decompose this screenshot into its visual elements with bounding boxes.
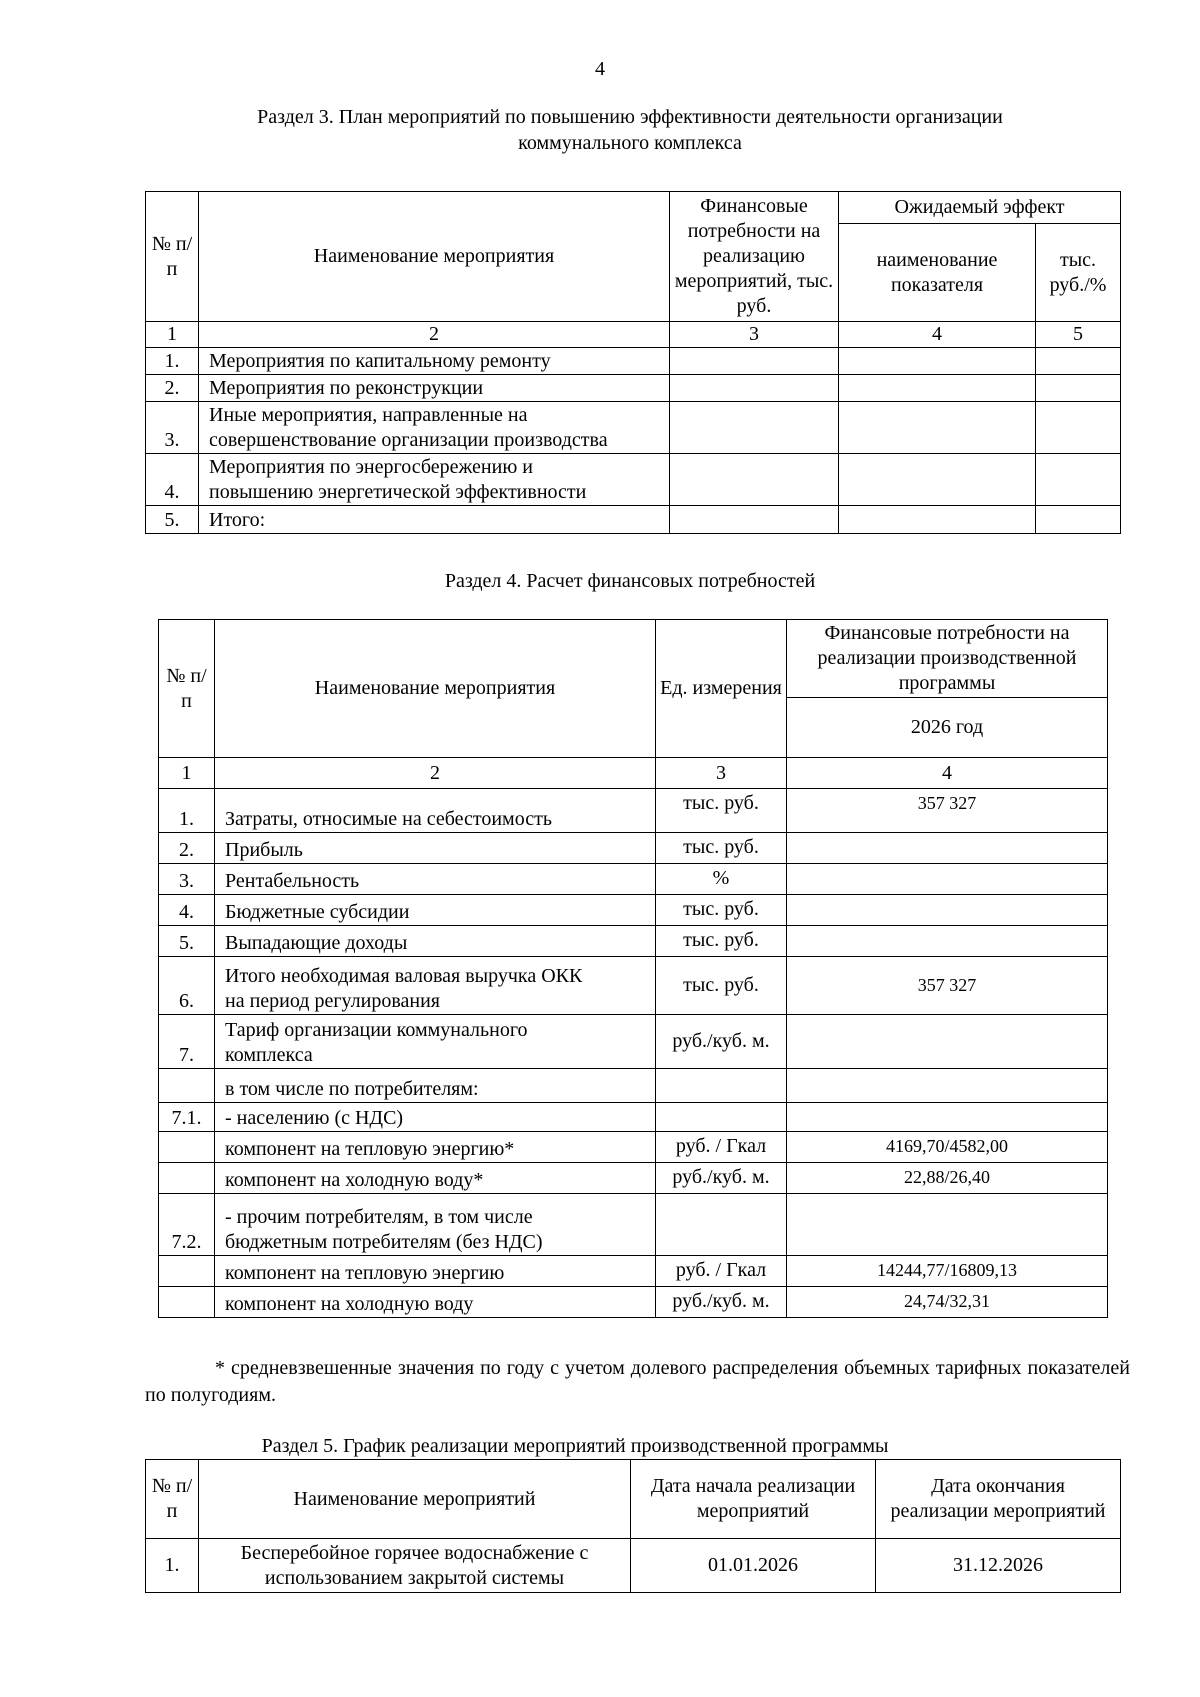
row-num: 4. <box>159 895 215 926</box>
footnote: * средневзвешенные значения по году с учетом долевого распределения объемных тарифных показателей по полугодиям. <box>145 1357 1130 1406</box>
row-num: 1. <box>146 1539 199 1593</box>
empty-cell <box>1036 506 1121 534</box>
row-name: Рентабельность <box>215 864 656 895</box>
row-name-line1: Итого необходимая валовая выручка ОКК <box>225 965 583 987</box>
empty-cell <box>1036 454 1121 506</box>
section3-title <box>140 104 1120 156</box>
row-name: Мероприятия по реконструкции <box>199 375 670 402</box>
s5-header-num: № п/п <box>146 1460 199 1539</box>
s3-colnum: 4 <box>839 322 1036 348</box>
row-name-line1: Иные мероприятия, направленные на <box>209 404 528 426</box>
empty-cell <box>839 454 1036 506</box>
row-value: 357 327 <box>787 789 1108 833</box>
row-value <box>787 1103 1108 1132</box>
row-num <box>159 1256 215 1287</box>
row-value: 22,88/26,40 <box>787 1163 1108 1194</box>
row-unit: тыс. руб. <box>656 926 787 957</box>
section3-table <box>145 191 1121 534</box>
section5-title: Раздел 5. График реализации мероприятий производственной программы <box>261 1435 889 1457</box>
table-row <box>159 789 1108 833</box>
section4-title: Раздел 4. Расчет финансовых потребностей <box>444 570 816 592</box>
table-row <box>146 348 1121 375</box>
table-row <box>146 454 1121 506</box>
row-unit <box>656 1194 787 1256</box>
row-unit: тыс. руб. <box>656 789 787 833</box>
s5-header-end: Дата окончания реализации мероприятий <box>876 1460 1121 1539</box>
s5-header-name: Наименование мероприятий <box>199 1460 631 1539</box>
table-row <box>159 1194 1108 1256</box>
table-row <box>159 1287 1108 1318</box>
row-unit: тыс. руб. <box>656 957 787 1015</box>
row-name-line2: на период регулирования <box>225 990 441 1012</box>
row-value: 14244,77/16809,13 <box>787 1256 1108 1287</box>
s3-header-finance: Финансовые потребности на реализацию мероприятий, тыс. руб. <box>670 192 839 322</box>
section3-title-line2: коммунального комплекса <box>518 132 742 154</box>
row-name-line2: совершенствование организации производства <box>209 429 608 451</box>
row-num: 1. <box>146 348 199 375</box>
row-value <box>787 926 1108 957</box>
row-name: компонент на тепловую энергию* <box>215 1132 656 1163</box>
s4-col-numbers <box>159 758 1108 789</box>
s4-colnum: 4 <box>787 758 1108 789</box>
s3-header-indicator: наименование показателя <box>839 224 1036 322</box>
row-name: компонент на тепловую энергию <box>215 1256 656 1287</box>
table-row <box>159 1163 1108 1194</box>
empty-cell <box>1036 402 1121 454</box>
table-row <box>159 1132 1108 1163</box>
s3-colnum: 3 <box>670 322 839 348</box>
s4-header-finance: Финансовые потребности на реализации производственной программы <box>787 620 1108 698</box>
empty-cell <box>839 348 1036 375</box>
s4-header-year: 2026 год <box>787 698 1108 758</box>
s3-colnum: 1 <box>146 322 199 348</box>
row-num: 4. <box>146 454 199 506</box>
row-name: Мероприятия по капитальному ремонту <box>199 348 670 375</box>
empty-cell <box>670 375 839 402</box>
row-num <box>159 1132 215 1163</box>
row-num: 1. <box>159 789 215 833</box>
row-value <box>787 895 1108 926</box>
s3-colnum: 5 <box>1036 322 1121 348</box>
row-num <box>159 1287 215 1318</box>
table-row <box>146 1539 1121 1593</box>
row-name: в том числе по потребителям: <box>215 1069 656 1103</box>
s4-header-unit: Ед. измерения <box>656 620 787 758</box>
row-num <box>159 1163 215 1194</box>
row-unit <box>656 1103 787 1132</box>
table-row <box>159 957 1108 1015</box>
table-row <box>159 926 1108 957</box>
row-unit: тыс. руб. <box>656 833 787 864</box>
table-row <box>159 1256 1108 1287</box>
s3-header-name: Наименование мероприятия <box>199 192 670 322</box>
row-name: - населению (с НДС) <box>215 1103 656 1132</box>
table-row <box>159 1103 1108 1132</box>
empty-cell <box>1036 348 1121 375</box>
row-name-line2: использованием закрытой системы <box>264 1566 565 1589</box>
s4-colnum: 3 <box>656 758 787 789</box>
empty-cell <box>839 402 1036 454</box>
row-num: 7.2. <box>159 1194 215 1256</box>
s3-header-effect: Ожидаемый эффект <box>839 192 1121 224</box>
row-unit: руб./куб. м. <box>656 1287 787 1318</box>
row-value: 357 327 <box>787 957 1108 1015</box>
s3-colnum: 2 <box>199 322 670 348</box>
empty-cell <box>839 375 1036 402</box>
s4-header-name: Наименование мероприятия <box>215 620 656 758</box>
s3-col-numbers <box>146 322 1121 348</box>
row-name <box>215 1194 656 1256</box>
s5-header-start: Дата начала реализации мероприятий <box>631 1460 876 1539</box>
row-num: 2. <box>159 833 215 864</box>
empty-cell <box>1036 375 1121 402</box>
row-unit: руб./куб. м. <box>656 1163 787 1194</box>
row-value <box>787 1015 1108 1069</box>
row-unit: тыс. руб. <box>656 895 787 926</box>
s3-header-unit: тыс. руб./% <box>1036 224 1121 322</box>
row-value <box>787 864 1108 895</box>
row-value <box>787 1194 1108 1256</box>
row-name <box>199 402 670 454</box>
row-name: Бюджетные субсидии <box>215 895 656 926</box>
table-row <box>146 506 1121 534</box>
row-name-line1: Мероприятия по энергосбережению и <box>209 456 533 478</box>
row-value <box>787 1069 1108 1103</box>
row-name-line1: - прочим потребителям, в том числе <box>225 1206 533 1228</box>
section5-table <box>145 1459 1121 1593</box>
s3-header-num: № п/п <box>146 192 199 322</box>
empty-cell <box>670 454 839 506</box>
row-name: Затраты, относимые на себестоимость <box>215 789 656 833</box>
row-name <box>215 957 656 1015</box>
row-name <box>199 454 670 506</box>
row-name <box>215 1015 656 1069</box>
row-name-line1: Тариф организации коммунального <box>225 1019 528 1041</box>
row-name-line2: комплекса <box>225 1044 313 1066</box>
row-unit: руб. / Гкал <box>656 1132 787 1163</box>
row-name-line1: Бесперебойное горячее водоснабжение с <box>240 1541 589 1564</box>
table-row <box>159 895 1108 926</box>
table-row <box>146 402 1121 454</box>
row-name-line2: повышению энергетической эффективности <box>209 481 587 503</box>
row-name: Прибыль <box>215 833 656 864</box>
table-row <box>159 864 1108 895</box>
s4-header-num: № п/п <box>159 620 215 758</box>
s4-colnum: 1 <box>159 758 215 789</box>
row-num: 2. <box>146 375 199 402</box>
row-num: 5. <box>159 926 215 957</box>
row-unit: % <box>656 864 787 895</box>
row-end-date: 31.12.2026 <box>876 1539 1121 1593</box>
row-num: 6. <box>159 957 215 1015</box>
row-start-date: 01.01.2026 <box>631 1539 876 1593</box>
row-value: 4169,70/4582,00 <box>787 1132 1108 1163</box>
row-num: 7.1. <box>159 1103 215 1132</box>
row-name-line2: бюджетным потребителям (без НДС) <box>225 1231 543 1253</box>
section3-title-line1: Раздел 3. План мероприятий по повышению эффективности деятельности организации <box>257 106 1003 128</box>
table-row <box>146 375 1121 402</box>
row-num: 5. <box>146 506 199 534</box>
row-name: Итого: <box>199 506 670 534</box>
s4-colnum: 2 <box>215 758 656 789</box>
row-num: 3. <box>159 864 215 895</box>
empty-cell <box>839 506 1036 534</box>
row-name <box>199 1539 631 1593</box>
row-value: 24,74/32,31 <box>787 1287 1108 1318</box>
row-unit: руб. / Гкал <box>656 1256 787 1287</box>
row-name: компонент на холодную воду <box>215 1287 656 1318</box>
table-row <box>159 1015 1108 1069</box>
table-row <box>159 1069 1108 1103</box>
row-num: 3. <box>146 402 199 454</box>
row-num: 7. <box>159 1015 215 1069</box>
row-value <box>787 833 1108 864</box>
page-number: 4 <box>595 58 605 80</box>
empty-cell <box>670 506 839 534</box>
section4-table <box>158 619 1108 1318</box>
row-num <box>159 1069 215 1103</box>
table-row <box>159 833 1108 864</box>
row-name: Выпадающие доходы <box>215 926 656 957</box>
empty-cell <box>670 402 839 454</box>
empty-cell <box>670 348 839 375</box>
row-unit: руб./куб. м. <box>656 1015 787 1069</box>
row-unit <box>656 1069 787 1103</box>
row-name: компонент на холодную воду* <box>215 1163 656 1194</box>
